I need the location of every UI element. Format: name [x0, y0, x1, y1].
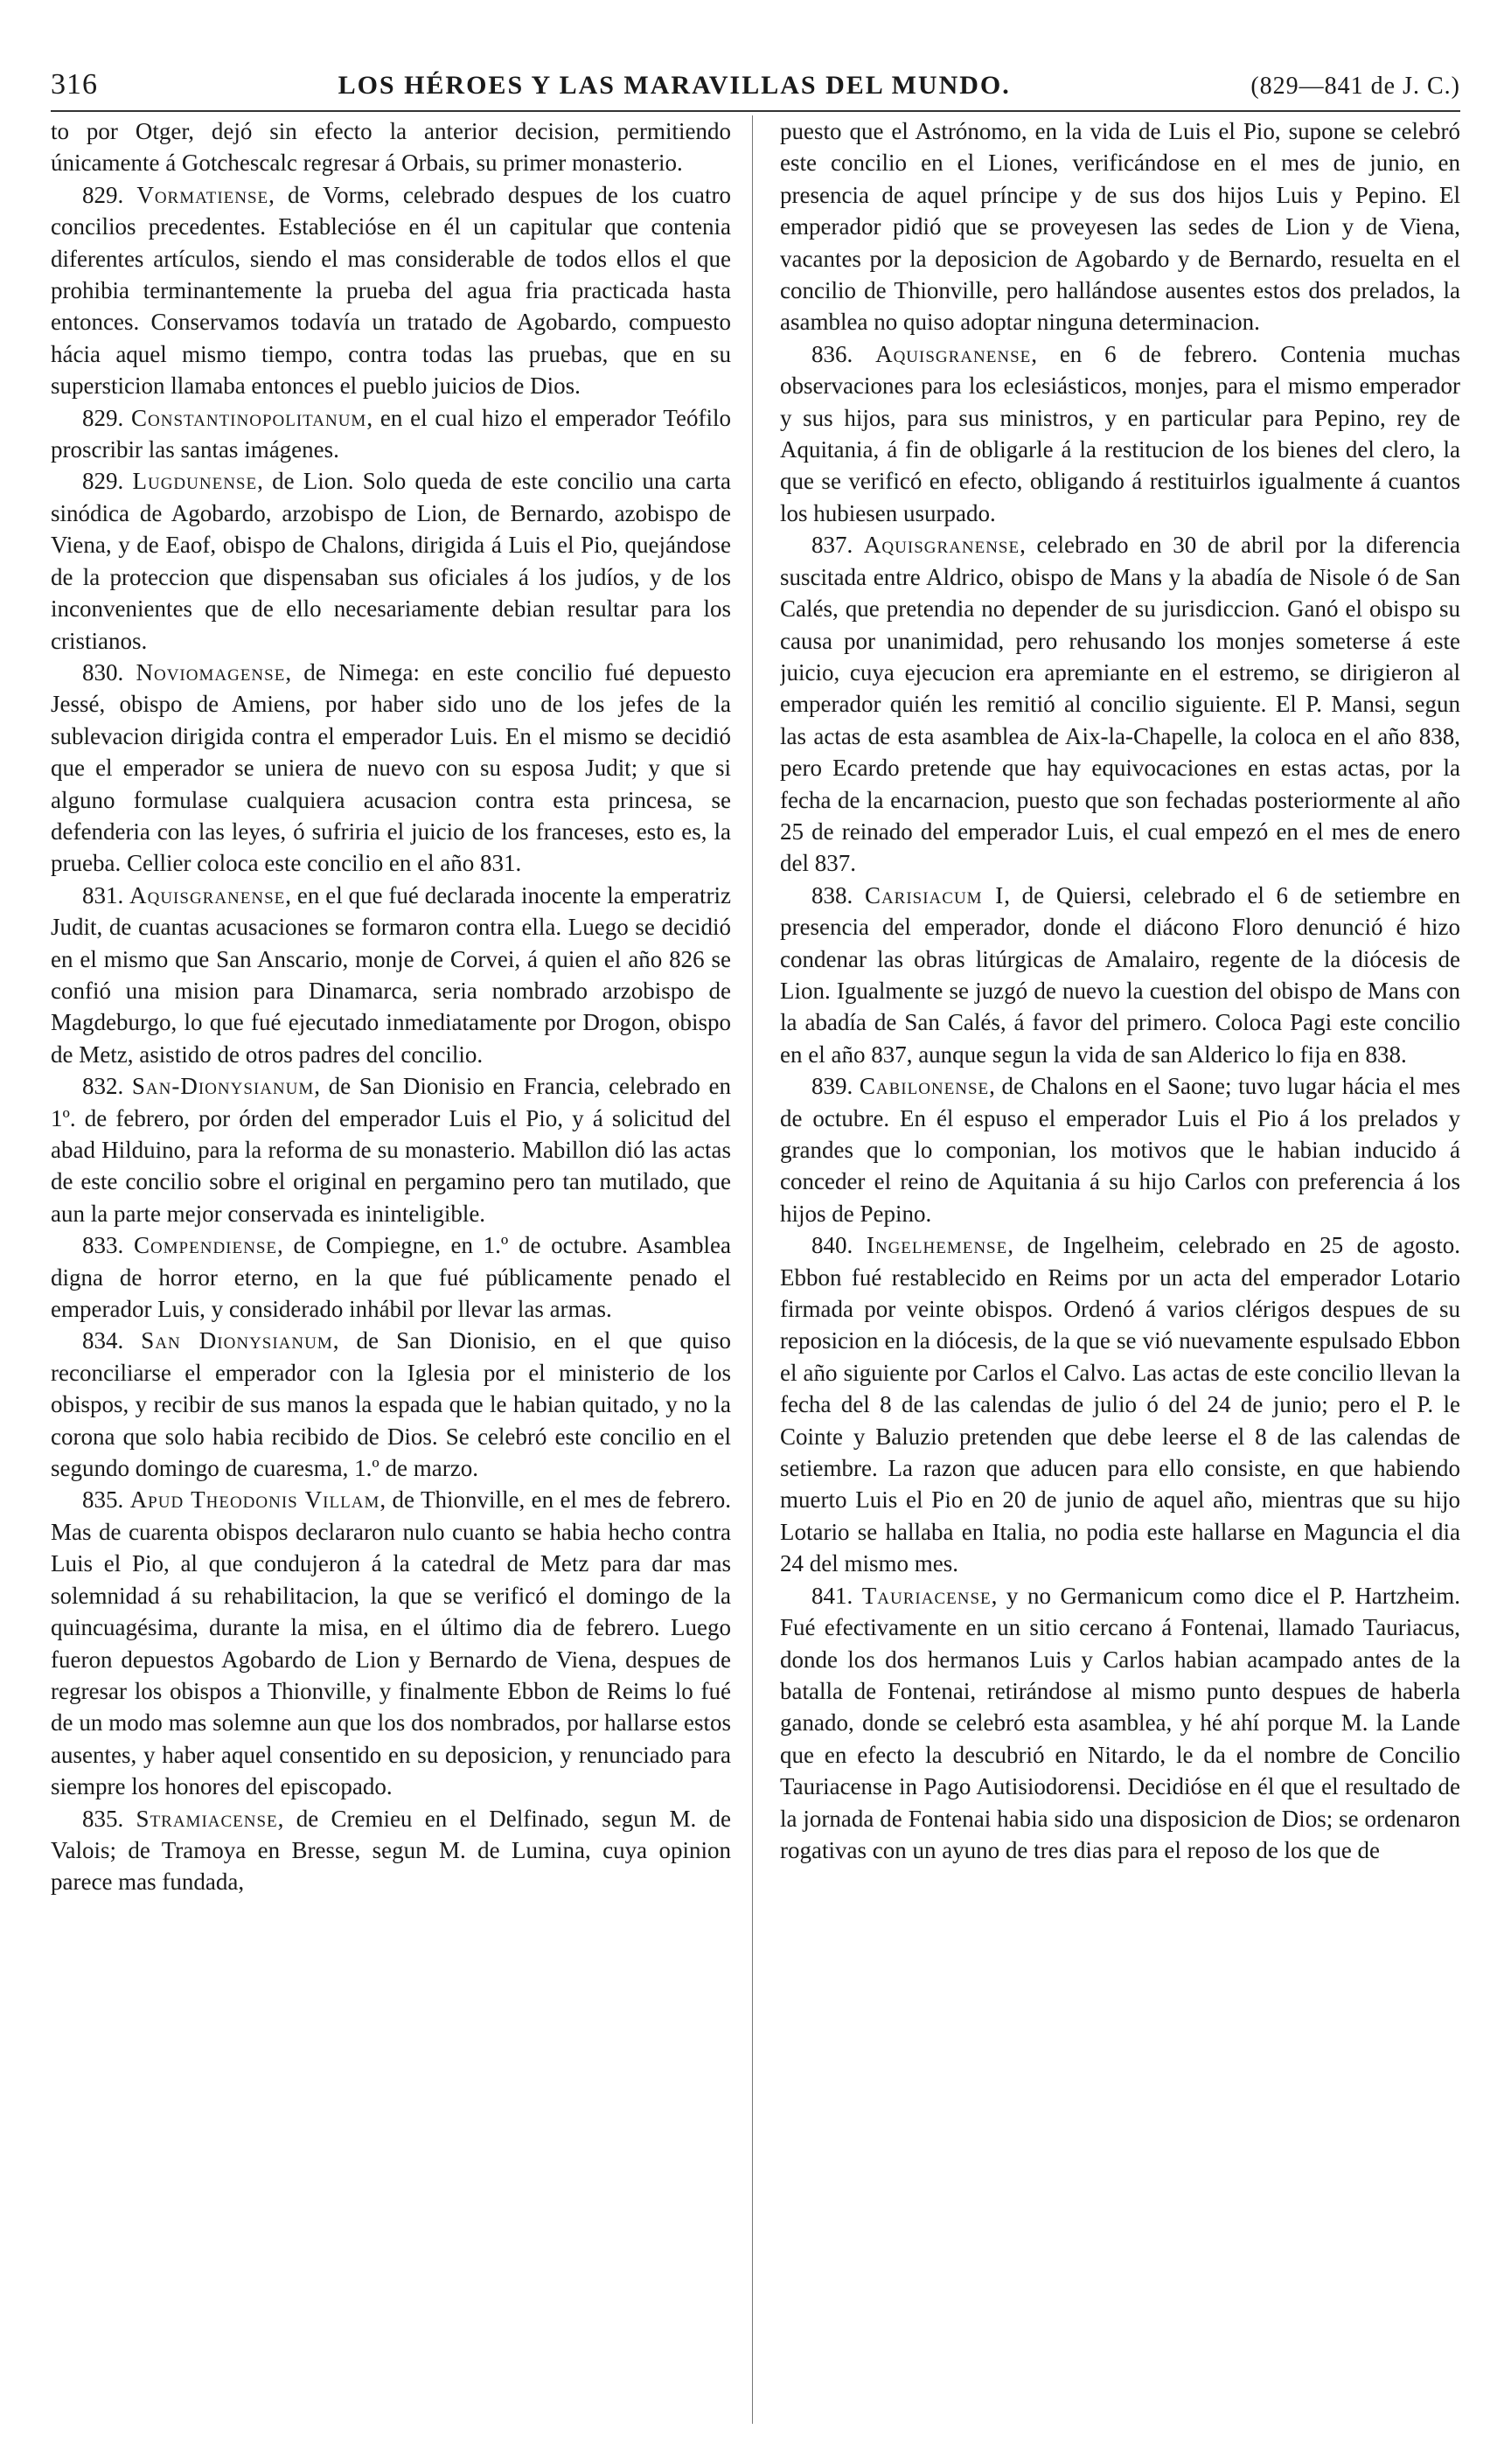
continued-paragraph: [780, 115, 1460, 338]
council-entry: [51, 1325, 731, 1484]
entry-number: 829.: [82, 404, 124, 431]
council-name: Constantinopolitanum: [131, 404, 367, 431]
council-name: Tauriacense: [861, 1582, 992, 1609]
council-entry: [780, 1229, 1460, 1579]
council-entry: [51, 179, 731, 402]
entry-text: , y no Germanicum como dice el P. Hartzheim. Fué efectivamente en un sitio cercano á Fontenai, llamado Tauriacus, donde los dos hermanos Luis y Carlos habian acampado antes de la batalla de Fontenai, retirándose al mismo punto despues de haberla ganado, donde se celebró esta asamblea, y hé ahí porque M. la Lande que en efecto la descubrió en Nitardo, le da el nombre de Concilio Tauriacense in Pago Autisiodorensi. Decidióse en él que el resultado de la jornada de Fontenai habia sido una disposicion de Dios; se ordenaron rogativas con un ayuno de tres dias para el reposo de los que de: [780, 1582, 1460, 1863]
entry-number: 832.: [82, 1073, 124, 1100]
council-name: Compendiense: [133, 1232, 278, 1259]
entry-number: 839.: [811, 1073, 853, 1100]
council-entry: [51, 465, 731, 656]
council-name: Carisiacum I: [864, 881, 1005, 908]
entry-text: , de Cremieu en el Delfinado, segun M. de Valois; de Tramoya en Bresse, segun M. de Lumina, cuya opinion parece mas fundada,: [51, 1805, 731, 1896]
council-entry: [51, 657, 731, 880]
council-name: San-Dionysianum: [131, 1073, 315, 1100]
council-name: Cabilonense: [859, 1073, 990, 1100]
continued-paragraph: [51, 115, 731, 179]
text-columns: [51, 115, 1460, 2424]
council-name: Noviomagense: [136, 658, 286, 686]
entry-number: 829.: [82, 181, 124, 208]
entry-number: 834.: [82, 1327, 124, 1354]
entry-text: , de Quiersi, celebrado el 6 de setiembre en presencia del emperador, donde el diácono Floro denunció é hizo condenar las obras litúrgicas de Amalairo, regente de la diócesis de Lion. Igualmente se juzgó de nuevo la cuestion del obispo de Mans con la abadía de San Calés, á favor del primero. Coloca Pagi este concilio en el año 837, aunque segun la vida de san Alderico lo fija en 838.: [780, 881, 1460, 1068]
entry-text: , de Compiegne, en 1.º de octubre. Asamblea digna de horror eterno, en la que fué públicamente penado el emperador Luis, y considerado inhábil por llevar las armas.: [51, 1232, 731, 1323]
entry-text: , de San Dionisio en Francia, celebrado en 1º. de febrero, por órden del emperador Luis el Pio, y á solicitud del abad Hilduino, para la reforma de su monasterio. Mabillon dió las actas de este concilio sobre el original en pergamino pero tan mutilado, que aun la parte mejor conservada es ininteligible.: [51, 1073, 731, 1227]
entry-text: , de Lion. Solo queda de este concilio una carta sinódica de Agobardo, arzobispo de Lion, de Bernardo, azobispo de Viena, y de Eaof, obispo de Chalons, dirigida á Luis el Pio, quejándose de la proteccion que dispensaban sus oficiales á los judíos, y de los inconvenientes que de ello necesariamente debian resultar para los cristianos.: [51, 468, 731, 654]
council-entry: [51, 880, 731, 1070]
right-column: [780, 115, 1460, 2424]
council-name: San Dionysianum: [141, 1327, 333, 1354]
council-name: Ingelhemense: [866, 1232, 1008, 1259]
book-title: LOS HÉROES Y LAS MARAVILLAS DEL MUNDO.: [338, 71, 1011, 100]
entry-number: 835.: [82, 1486, 124, 1514]
entry-text: , en el que fué declarada inocente la emperatriz Judit, de cuantas acusaciones se formaron contra ella. Luego se decidió en el mismo que San Anscario, monje de Corvei, á quien el año 826 se confió una mision para Dinamarca, seria nombrado arzobispo de Magdeburgo, lo que fué ejecutado inmediatamente por Drogon, obispo de Metz, asistido de otros padres del concilio.: [51, 881, 731, 1068]
left-column: [51, 115, 731, 2424]
entry-text: , de Ingelheim, celebrado en 25 de agosto. Ebbon fué restablecido en Reims por un acta del emperador Lotario firmada por veinte obispos. Ordenó á varios clérigos despues de su reposicion en la diócesis, de la que se vió nuevamente espulsado Ebbon el año siguiente por Carlos el Calvo. Las actas de este concilio llevan la fecha del 8 de las calendas de julio ó del 24 de junio; pero el P. le Cointe y Baluzio pretenden que debe leerse el 8 de las calendas de setiembre. La razon que aducen para ello consiste, en que habiendo muerto Luis el Pio en 20 de junio de aquel año, mientras que su hijo Lotario se hallaba en Italia, no podia este hallarse en Maguncia el dia 24 del mismo mes.: [780, 1232, 1460, 1577]
entry-number: 836.: [811, 340, 853, 367]
entry-number: 831.: [82, 881, 124, 908]
entry-number: 838.: [811, 881, 853, 908]
entry-text: , de Vorms, celebrado despues de los cuatro concilios precedentes. Establecióse en él un capitular que contenia diferentes artículos, siendo el mas considerable de todos ellos el que prohibia terminantemente la prueba del agua fria practicada hasta entonces. Conservamos todavía un tratado de Agobardo, compuesto hácia aquel mismo tiempo, contra todas las pruebas, que en su supersticion llamaba entonces el pueblo juicios de Dios.: [51, 181, 731, 400]
entry-number: 835.: [82, 1805, 124, 1832]
entry-text: to por Otger, dejó sin efecto la anterior decision, permitiendo únicamente á Gotchescalc regresar á Orbais, su primer monasterio.: [51, 118, 731, 177]
council-entry: [780, 1580, 1460, 1867]
council-entry: [780, 338, 1460, 529]
council-name: Aquisgranense: [129, 881, 286, 908]
council-entry: [780, 1070, 1460, 1229]
running-header: [51, 68, 1460, 112]
entry-number: 841.: [811, 1582, 853, 1609]
entry-text: , en 6 de febrero. Contenia muchas observaciones para los eclesiásticos, monjes, para el mismo emperador y sus hijos, para sus ministros, y en particular para Pepino, rey de Aquitania, á fin de obligarle á la restitucion de los bienes del clero, la que se verificó en efecto, obligando á restituirlos igualmente á cuantos los hubiesen usurpado.: [780, 340, 1460, 526]
entry-number: 833.: [82, 1232, 124, 1259]
council-name: Aquisgranense: [863, 532, 1020, 559]
council-name: Lugdunense: [132, 468, 258, 495]
entry-text: , de San Dionisio, en el que quiso reconciliarse el emperador con la Iglesia por el ministerio de los obispos, y recibir de sus manos la espada que le habian quitado, y no la corona que solo habia recibido de Dios. Se celebró este concilio en el segundo domingo de cuaresma, 1.º de marzo.: [51, 1327, 731, 1482]
council-entry: [780, 880, 1460, 1070]
entry-number: 829.: [82, 468, 124, 495]
council-entry: [51, 402, 731, 466]
entry-text: puesto que el Astrónomo, en la vida de Luis el Pio, supone se celebró este concilio en el Liones, verificándose en el mes de junio, en presencia de aquel príncipe y de sus dos hijos Luis y Pepino. El emperador pidió que se proveyesen las sedes de Lion y de Viena, vacantes por la deposicion de Agobardo y de Bernardo, resuelta en el concilio de Thionville, pero hallándose ausentes estos dos prelados, la asamblea no quiso adoptar ninguna determinacion.: [780, 118, 1460, 336]
council-name: Vormatiense: [136, 181, 269, 208]
entry-number: 837.: [811, 532, 853, 559]
council-name: Stramiacense: [136, 1805, 278, 1832]
entry-text: , celebrado en 30 de abril por la diferencia suscitada entre Aldrico, obispo de Mans y la abadía de Nisole ó de San Calés, que pretendia no depender de su jurisdiccion. Ganó el obispo su causa por unanimidad, pero rehusando los monjes someterse á este juicio, cuya ejecucion era apremiante en el estremo, se dirigieron al emperador quién les remitió al concilio siguiente. El P. Mansi, segun las actas de esta asamblea de Aix-la-Chapelle, la coloca en el año 838, pero Ecardo pretende que hay equivocaciones en estas actas, por la fecha de la encarnacion, puesto que son fechadas posteriormente al año 25 de reinado del emperador Luis, el cual empezó en el mes de enero del 837.: [780, 532, 1460, 877]
council-name: Apud Theodonis Villam: [129, 1486, 380, 1514]
entry-text: , de Nimega: en este concilio fué depuesto Jessé, obispo de Amiens, por haber sido uno de los jefes de la sublevacion dirigida contra el emperador Luis. En el mismo se decidió que el emperador se uniera de nuevo con su esposa Judit; y que si alguno formulase cualquiera acusacion contra esta princesa, se defenderia con las leyes, ó sufriria el juicio de los franceses, esto es, la prueba. Cellier coloca este concilio en el año 831.: [51, 658, 731, 877]
entry-number: 840.: [811, 1232, 853, 1259]
entry-text: , de Chalons en el Saone; tuvo lugar hácia el mes de octubre. En él espuso el emperador Luis el Pio á los prelados y grandes que lo componian, los motivos que le habian inducido á conceder el reino de Aquitania á su hijo Carlos con preferencia á los hijos de Pepino.: [780, 1073, 1460, 1227]
council-entry: [51, 1803, 731, 1898]
date-range: (829—841 de J. C.): [1250, 73, 1460, 100]
page-number: 316: [51, 68, 98, 101]
entry-text: , en el cual hizo el emperador Teófilo proscribir las santas imágenes.: [51, 404, 731, 463]
entry-number: 830.: [82, 658, 124, 686]
council-entry: [51, 1484, 731, 1802]
council-entry: [780, 529, 1460, 879]
council-entry: [51, 1070, 731, 1229]
council-entry: [51, 1229, 731, 1325]
council-name: Aquisgranense: [875, 340, 1032, 367]
entry-text: , de Thionville, en el mes de febrero. Mas de cuarenta obispos declararon nulo cuanto se habia hecho contra Luis el Pio, al que condujeron á la catedral de Metz para dar mas solemnidad á su rehabilitacion, la que se verificó el domingo de la quincuagésima, durante la misa, en el último dia de febrero. Luego fueron depuestos Agobardo de Lion y Bernardo de Viena, despues de regresar los obispos a Thionville, y finalmente Ebbon de Reims lo fué de un modo mas solemne aun que los dos nombrados, por hallarse estos ausentes, y haber aquel consentido en su deposicion, y renunciado para siempre los honores del episcopado.: [51, 1486, 731, 1800]
